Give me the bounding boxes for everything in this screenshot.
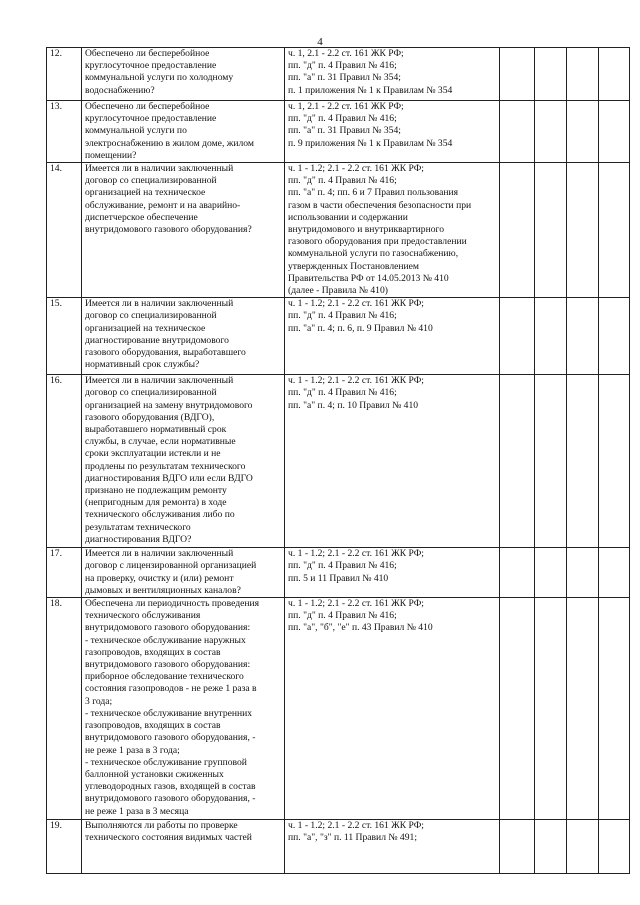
reference-line: ч. 1 - 1.2; 2.1 - 2.2 ст. 161 ЖК РФ; xyxy=(288,375,424,387)
question-cell xyxy=(82,48,285,101)
legal-reference-cell xyxy=(285,598,500,820)
answer-cell-3[interactable] xyxy=(567,820,599,874)
legal-reference-cell xyxy=(285,163,500,298)
question-line: Обеспечено ли бесперебойное xyxy=(85,101,210,112)
answer-cell-2[interactable] xyxy=(535,820,567,874)
reference-line: пп. "д" п. 4 Правил № 416; xyxy=(288,610,397,622)
reference-line: п. 1 приложения № 1 к Правилам № 354 xyxy=(288,84,453,96)
question-cell xyxy=(82,820,285,874)
question-line: внутридомового газового оборудования, - xyxy=(85,732,256,744)
answer-cell-1[interactable] xyxy=(500,820,535,874)
question-line: круглосуточное предоставление xyxy=(85,60,217,72)
answer-cell-3[interactable] xyxy=(567,298,599,375)
question-line: не реже 1 раза в 3 года; xyxy=(85,744,180,756)
reference-line: коммунальной услуги по газоснабжению, xyxy=(288,248,459,260)
answer-cell-3[interactable] xyxy=(567,548,599,598)
reference-line: использовании и содержании xyxy=(288,211,408,223)
reference-line: газового оборудования при предоставлении xyxy=(288,236,467,248)
question-cell xyxy=(82,298,285,375)
question-line: признано не подлежащим ремонту xyxy=(85,485,227,497)
reference-line: утвержденных Постановлением xyxy=(288,260,419,272)
reference-line: пп. "а" п. 4; п. 6, п. 9 Правил № 410 xyxy=(288,322,433,334)
question-line: диагностирование внутридомового xyxy=(85,334,229,346)
question-line: сроки эксплуатации истекли и не xyxy=(85,448,221,460)
question-line: организацией на техническое xyxy=(85,187,206,199)
row-number: 13. xyxy=(47,101,82,163)
answer-cell-1[interactable] xyxy=(500,548,535,598)
question-line: диспетчерское обеспечение xyxy=(85,211,198,223)
answer-cell-1[interactable] xyxy=(500,48,535,101)
question-line: (непригодным для ремонта) в ходе xyxy=(85,497,227,509)
reference-line: пп. "д" п. 4 Правил № 416; xyxy=(288,113,397,125)
reference-line: п. 9 приложения № 1 к Правилам № 354 xyxy=(288,137,453,149)
checklist-body xyxy=(47,48,630,874)
answer-cell-3[interactable] xyxy=(567,375,599,548)
question-line: помещении? xyxy=(85,149,137,161)
question-line: внутридомового газового оборудования, - xyxy=(85,793,256,805)
answer-cell-2[interactable] xyxy=(535,48,567,101)
question-line: продлены по результатам технического xyxy=(85,460,246,472)
answer-cell-3[interactable] xyxy=(567,48,599,101)
row-number: 17. xyxy=(47,548,82,598)
answer-cell-2[interactable] xyxy=(535,298,567,375)
question-line: 3 года; xyxy=(85,695,113,707)
reference-line: ч. 1, 2.1 - 2.2 ст. 161 ЖК РФ; xyxy=(288,48,404,59)
answer-cell-4[interactable] xyxy=(599,163,630,298)
answer-cell-4[interactable] xyxy=(599,598,630,820)
question-line: договор со специализированной xyxy=(85,175,217,187)
reference-line: внутридомового и внутриквартирного xyxy=(288,224,444,236)
reference-line: пп. "а", "б", "е" п. 43 Правил № 410 xyxy=(288,622,433,634)
answer-cell-2[interactable] xyxy=(535,101,567,163)
table-row xyxy=(47,375,630,548)
question-line: Имеется ли в наличии заключенный xyxy=(85,548,234,560)
legal-reference-cell xyxy=(285,820,500,874)
row-number: 16. xyxy=(47,375,82,548)
reference-line: пп. "а", "з" п. 11 Правил № 491; xyxy=(288,832,417,844)
legal-reference-cell xyxy=(285,375,500,548)
question-cell xyxy=(82,375,285,548)
row-number: 15. xyxy=(47,298,82,375)
question-line: дымовых и вентиляционных каналов? xyxy=(85,584,241,596)
question-line: не реже 1 раза в 3 месяца xyxy=(85,805,189,817)
answer-cell-3[interactable] xyxy=(567,598,599,820)
answer-cell-1[interactable] xyxy=(500,375,535,548)
answer-cell-2[interactable] xyxy=(535,548,567,598)
question-line: внутридомового газового оборудования? xyxy=(85,224,252,236)
reference-line: Правительства РФ от 14.05.2013 № 410 xyxy=(288,272,449,284)
question-line: - техническое обслуживание внутренних xyxy=(85,707,253,719)
table-row xyxy=(47,298,630,375)
answer-cell-1[interactable] xyxy=(500,163,535,298)
table-row xyxy=(47,48,630,101)
reference-line: пп. "д" п. 4 Правил № 416; xyxy=(288,310,397,322)
question-line: технического состояния видимых частей xyxy=(85,832,252,844)
question-line: газопроводов, входящих в состав xyxy=(85,646,221,658)
row-number: 19. xyxy=(47,820,82,874)
answer-cell-4[interactable] xyxy=(599,48,630,101)
question-line: технического обслуживания xyxy=(85,610,201,622)
question-line: Имеется ли в наличии заключенный xyxy=(85,375,234,387)
question-line: Обеспечена ли периодичность проведения xyxy=(85,598,260,610)
answer-cell-2[interactable] xyxy=(535,598,567,820)
answer-cell-4[interactable] xyxy=(599,101,630,163)
question-line: коммунальной услуги по xyxy=(85,125,187,137)
answer-cell-1[interactable] xyxy=(500,298,535,375)
reference-line: пп. 5 и 11 Правил № 410 xyxy=(288,572,389,584)
question-line: газового оборудования (ВДГО), xyxy=(85,411,215,423)
table-row xyxy=(47,163,630,298)
reference-line: ч. 1 - 1.2; 2.1 - 2.2 ст. 161 ЖК РФ; xyxy=(288,598,424,610)
answer-cell-1[interactable] xyxy=(500,598,535,820)
answer-cell-2[interactable] xyxy=(535,163,567,298)
legal-reference-cell xyxy=(285,548,500,598)
legal-reference-cell xyxy=(285,101,500,163)
reference-line: пп. "д" п. 4 Правил № 416; xyxy=(288,560,397,572)
table-row xyxy=(47,820,630,874)
page-number: 4 xyxy=(317,36,323,48)
question-line: диагностирования ВДГО или если ВДГО xyxy=(85,472,253,484)
question-line: состояния газопроводов - не реже 1 раза в xyxy=(85,683,257,695)
question-line: электроснабжению в жилом доме, жилом xyxy=(85,137,254,149)
question-line: договор со специализированной xyxy=(85,387,217,399)
question-line: выработавшего нормативный срок xyxy=(85,424,227,436)
question-line: внутридомового газового оборудования: xyxy=(85,622,251,634)
question-line: баллонной установки сжиженных xyxy=(85,768,224,780)
row-number: 12. xyxy=(47,48,82,101)
answer-cell-4[interactable] xyxy=(599,375,630,548)
question-line: организацией на техническое xyxy=(85,322,206,334)
question-line: диагностирования ВДГО? xyxy=(85,533,192,545)
reference-line: пп. "а" п. 31 Правил № 354; xyxy=(288,72,401,84)
question-line: коммунальной услуги по холодному xyxy=(85,72,234,84)
reference-line: ч. 1 - 1.2; 2.1 - 2.2 ст. 161 ЖК РФ; xyxy=(288,163,424,175)
reference-line: пп. "а" п. 4; п. 10 Правил № 410 xyxy=(288,399,419,411)
table-row xyxy=(47,598,630,820)
question-line: Имеется ли в наличии заключенный xyxy=(85,163,234,175)
answer-cell-4[interactable] xyxy=(599,298,630,375)
reference-line: (далее - Правила № 410) xyxy=(288,285,388,297)
reference-line: ч. 1 - 1.2; 2.1 - 2.2 ст. 161 ЖК РФ; xyxy=(288,548,424,560)
question-line: договор со специализированной xyxy=(85,310,217,322)
question-line: технического обслуживания либо по xyxy=(85,509,235,521)
question-line: внутридомового газового оборудования: xyxy=(85,659,251,671)
question-cell xyxy=(82,598,285,820)
row-number: 18. xyxy=(47,598,82,820)
reference-line: ч. 1 - 1.2; 2.1 - 2.2 ст. 161 ЖК РФ; xyxy=(288,820,424,832)
question-cell xyxy=(82,548,285,598)
reference-line: пп. "д" п. 4 Правил № 416; xyxy=(288,175,397,187)
answer-cell-1[interactable] xyxy=(500,101,535,163)
reference-line: пп. "д" п. 4 Правил № 416; xyxy=(288,60,397,72)
legal-reference-cell xyxy=(285,48,500,101)
question-line: службы, в случае, если нормативные xyxy=(85,436,236,448)
question-line: газового оборудования, выработавшего xyxy=(85,347,246,359)
question-line: результатам технического xyxy=(85,521,191,533)
question-line: приборное обследование технического xyxy=(85,671,244,683)
reference-line: газом в части обеспечения безопасности при xyxy=(288,199,472,211)
question-line: обслуживание, ремонт и на аварийно- xyxy=(85,199,241,211)
question-line: Обеспечено ли бесперебойное xyxy=(85,48,210,59)
answer-cell-4[interactable] xyxy=(599,820,630,874)
question-line: круглосуточное предоставление xyxy=(85,113,217,125)
question-line: договор с лицензированной организацией xyxy=(85,560,257,572)
legal-reference-cell xyxy=(285,298,500,375)
row-number: 14. xyxy=(47,163,82,298)
question-line: - техническое обслуживание групповой xyxy=(85,756,247,768)
table-row xyxy=(47,101,630,163)
question-line: организацией на замену внутридомового xyxy=(85,399,253,411)
question-line: на проверку, очистку и (или) ремонт xyxy=(85,572,234,584)
question-cell xyxy=(82,163,285,298)
reference-line: ч. 1 - 1.2; 2.1 - 2.2 ст. 161 ЖК РФ; xyxy=(288,298,424,310)
question-line: водоснабжению? xyxy=(85,84,155,96)
answer-cell-2[interactable] xyxy=(535,375,567,548)
question-line: нормативный срок службы? xyxy=(85,359,200,371)
checklist-table xyxy=(46,47,630,874)
table-row xyxy=(47,548,630,598)
reference-line: пп. "а" п. 31 Правил № 354; xyxy=(288,125,401,137)
question-cell xyxy=(82,101,285,163)
answer-cell-3[interactable] xyxy=(567,163,599,298)
question-line: Имеется ли в наличии заключенный xyxy=(85,298,234,310)
question-line: Выполняются ли работы по проверке xyxy=(85,820,238,832)
question-line: газопроводов, входящих в состав xyxy=(85,720,221,732)
question-line: - техническое обслуживание наружных xyxy=(85,634,246,646)
reference-line: пп. "а" п. 4; пп. 6 и 7 Правил пользования xyxy=(288,187,459,199)
answer-cell-3[interactable] xyxy=(567,101,599,163)
answer-cell-4[interactable] xyxy=(599,548,630,598)
question-line: углеводородных газов, входящей в состав xyxy=(85,781,256,793)
reference-line: ч. 1, 2.1 - 2.2 ст. 161 ЖК РФ; xyxy=(288,101,404,112)
reference-line: пп. "д" п. 4 Правил № 416; xyxy=(288,387,397,399)
